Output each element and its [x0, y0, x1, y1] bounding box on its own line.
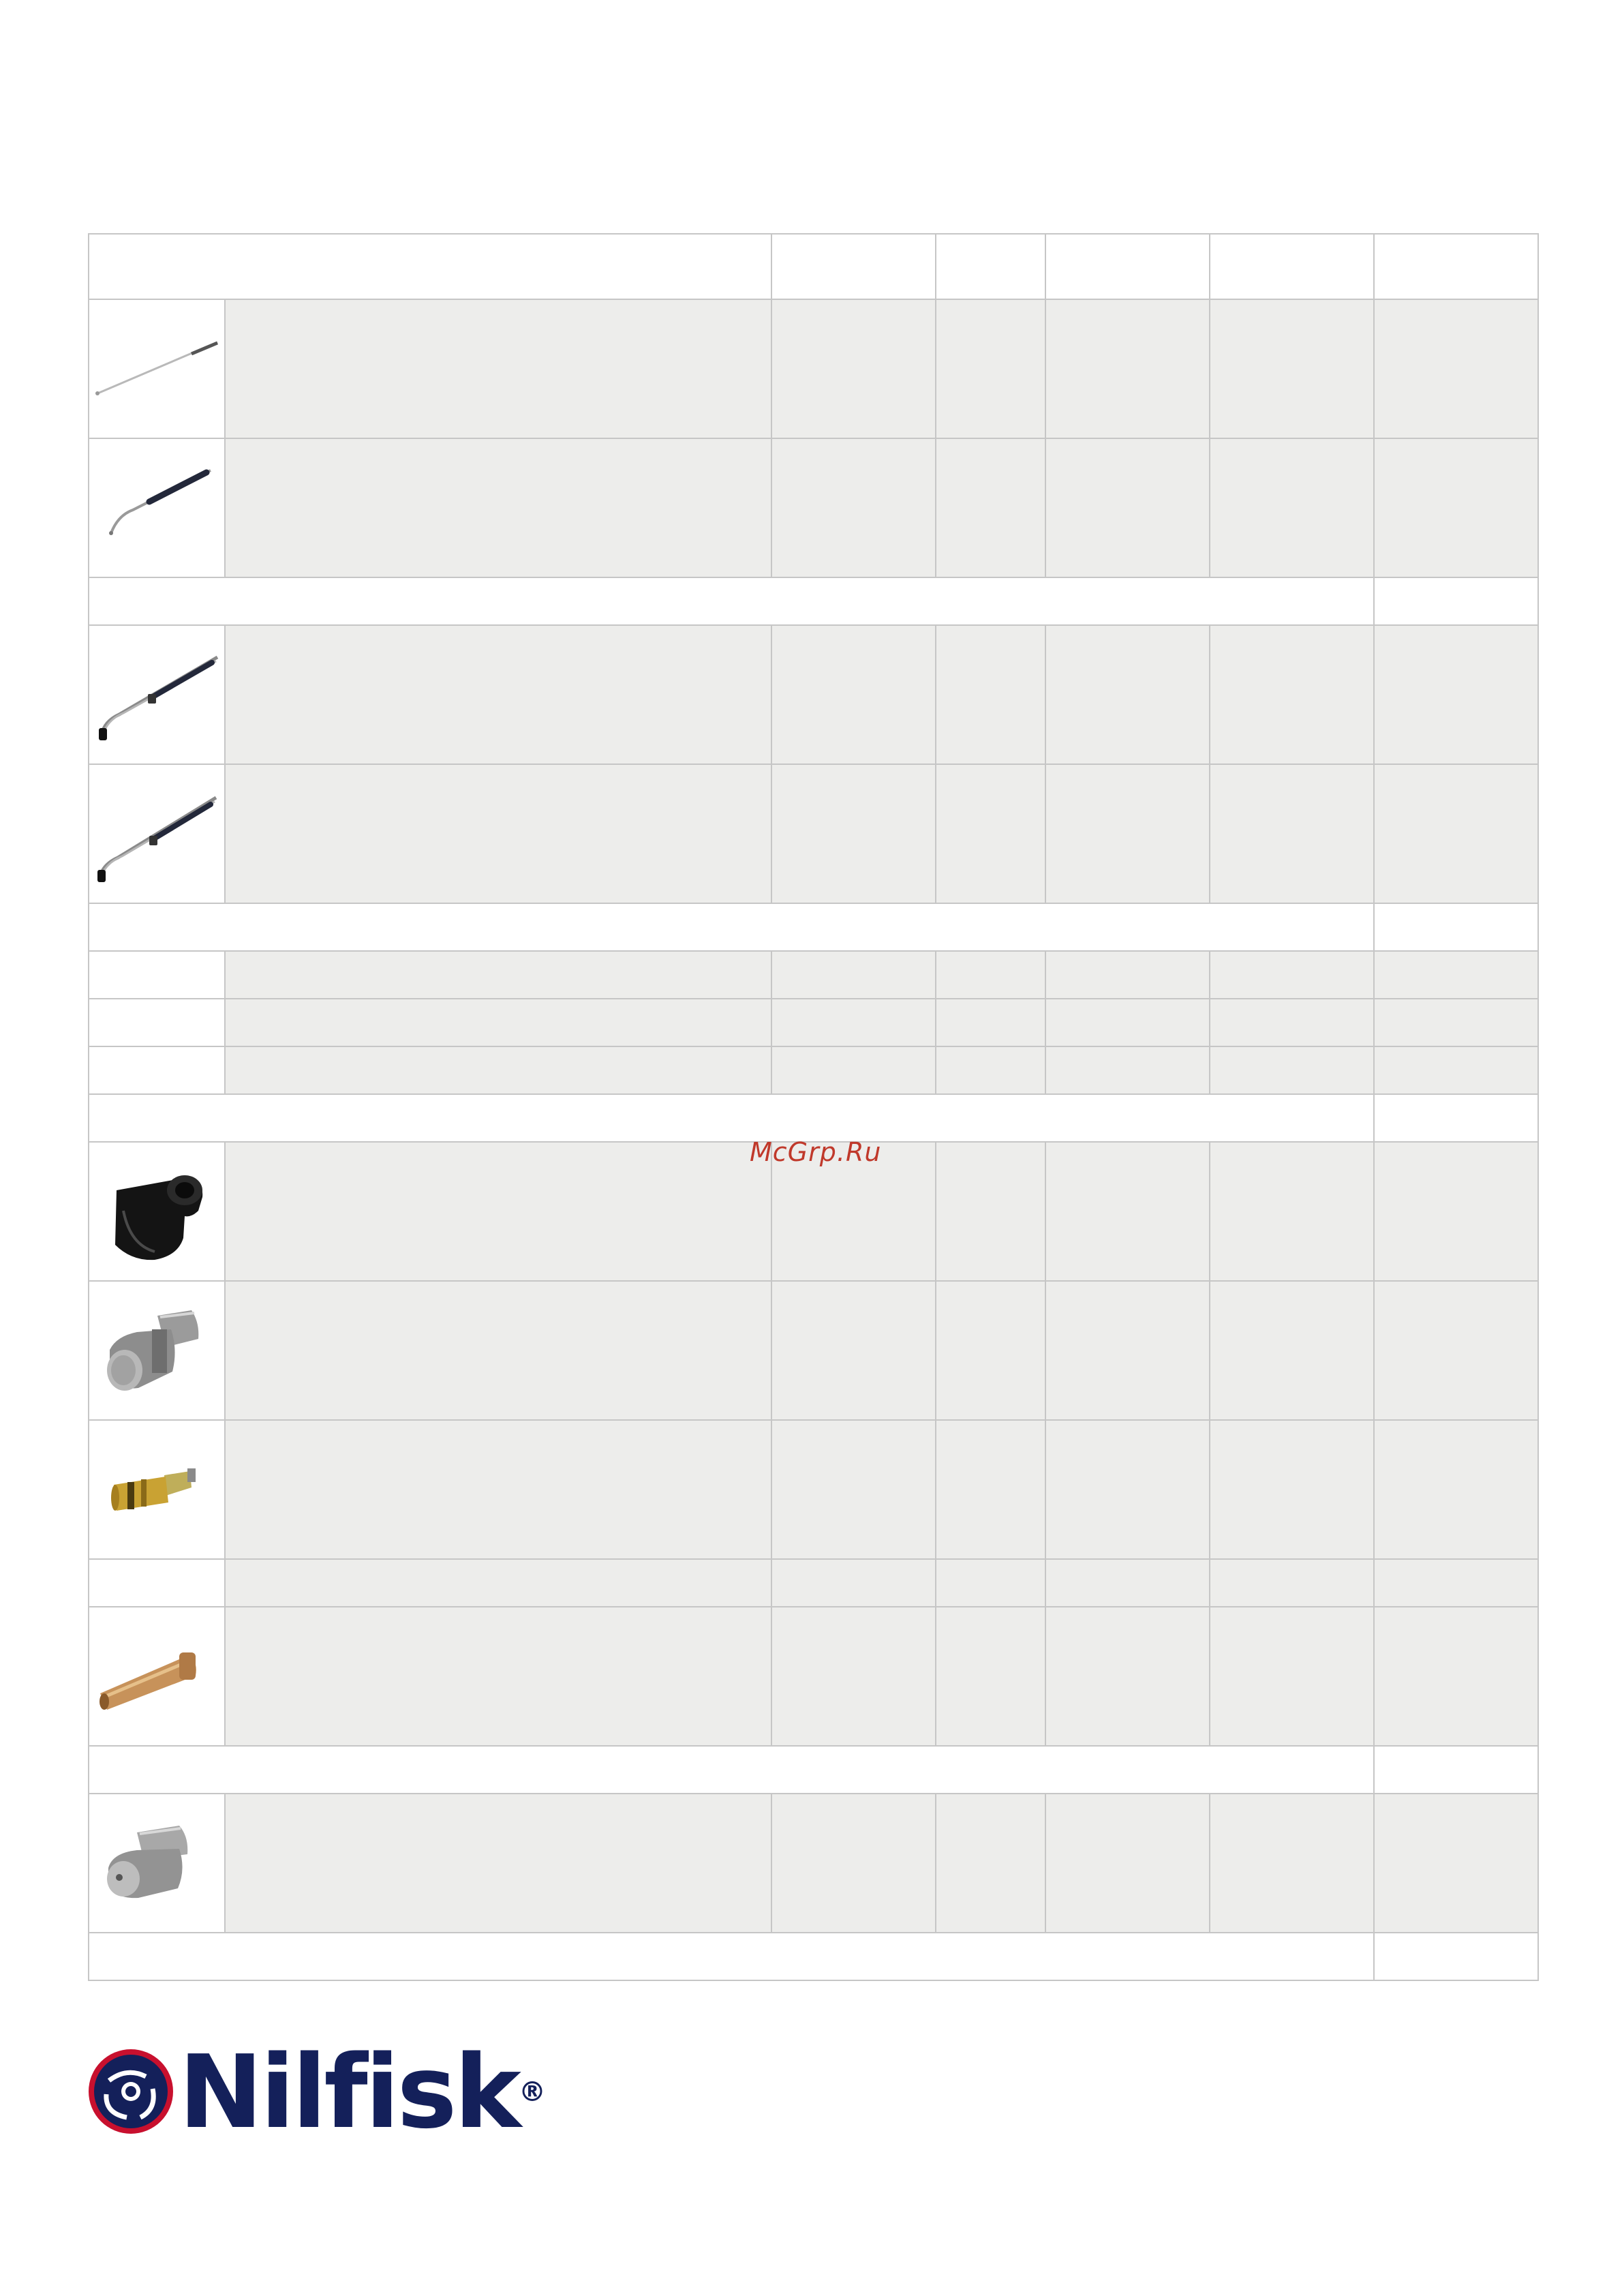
- double-lance-icon: [89, 626, 226, 765]
- data-cell: [936, 1143, 1046, 1282]
- data-cell: [936, 952, 1046, 999]
- data-cell: [1375, 1282, 1539, 1421]
- section-cell: [1375, 1933, 1539, 1981]
- straight-lance-icon: [89, 300, 226, 439]
- product-image-cell: [89, 1607, 226, 1747]
- section-row: [89, 1747, 1539, 1794]
- table-row: [89, 626, 1539, 765]
- data-cell: [1375, 1143, 1539, 1282]
- product-table: [88, 233, 1539, 1981]
- data-cell: [1046, 300, 1210, 439]
- table-header-row: [89, 235, 1539, 300]
- data-cell: [772, 1607, 936, 1747]
- data-cell: [1210, 999, 1375, 1047]
- data-cell: [1046, 952, 1210, 999]
- section-title-cell: [89, 1747, 1375, 1794]
- steel-nozzle-icon: [89, 1794, 226, 1933]
- data-cell: [772, 1560, 936, 1607]
- data-cell: [772, 765, 936, 904]
- description-cell: [226, 1282, 772, 1421]
- table-row: [89, 300, 1539, 439]
- data-cell: [772, 300, 936, 439]
- registered-mark: ®: [518, 2076, 546, 2108]
- data-cell: [1210, 1143, 1375, 1282]
- data-cell: [1046, 1421, 1210, 1560]
- product-image-cell: [89, 300, 226, 439]
- section-title-cell: [89, 578, 1375, 626]
- data-cell: [1375, 439, 1539, 578]
- header-cell: [1210, 235, 1375, 300]
- table-row: [89, 1607, 1539, 1747]
- product-image-cell: [89, 765, 226, 904]
- brand-name: Nilfisk: [179, 2034, 519, 2151]
- data-cell: [1210, 626, 1375, 765]
- product-image-cell: [89, 1282, 226, 1421]
- data-cell: [1046, 626, 1210, 765]
- data-cell: [936, 1560, 1046, 1607]
- steel-nozzle-icon: [89, 1282, 226, 1421]
- table-row: [89, 1282, 1539, 1421]
- data-cell: [772, 1282, 936, 1421]
- data-cell: [1375, 1421, 1539, 1560]
- image-cell: [89, 1560, 226, 1607]
- data-cell: [1046, 765, 1210, 904]
- section-cell: [1375, 578, 1539, 626]
- product-image-cell: [89, 1143, 226, 1282]
- header-cell: [1375, 235, 1539, 300]
- data-cell: [772, 626, 936, 765]
- description-cell: [226, 1560, 772, 1607]
- description-cell: [226, 765, 772, 904]
- data-cell: [772, 1047, 936, 1095]
- data-cell: [1210, 1282, 1375, 1421]
- data-cell: [1046, 1560, 1210, 1607]
- table-row: [89, 439, 1539, 578]
- data-cell: [1210, 1607, 1375, 1747]
- description-cell: [226, 1143, 772, 1282]
- data-cell: [1375, 952, 1539, 999]
- data-cell: [936, 1282, 1046, 1421]
- data-cell: [1375, 765, 1539, 904]
- data-cell: [1375, 1607, 1539, 1747]
- data-cell: [936, 1421, 1046, 1560]
- section-title-cell: [89, 1095, 1375, 1143]
- data-cell: [1210, 1560, 1375, 1607]
- data-cell: [772, 952, 936, 999]
- data-cell: [1046, 1794, 1210, 1933]
- section-row: [89, 578, 1539, 626]
- brass-tip-nozzle-icon: [89, 1607, 226, 1747]
- table-row: [89, 1421, 1539, 1560]
- table-row: [89, 999, 1539, 1047]
- section-cell: [1375, 1747, 1539, 1794]
- angled-lance-icon: [89, 439, 226, 578]
- data-cell: [1210, 765, 1375, 904]
- table-row: [89, 952, 1539, 999]
- table-row: [89, 765, 1539, 904]
- data-cell: [1046, 1607, 1210, 1747]
- description-cell: [226, 626, 772, 765]
- brass-nozzle-icon: [89, 1421, 226, 1560]
- header-cell: [1046, 235, 1210, 300]
- data-cell: [1210, 1794, 1375, 1933]
- nilfisk-logo-icon: [86, 2046, 176, 2136]
- description-cell: [226, 300, 772, 439]
- section-title-cell: [89, 904, 1375, 952]
- section-cell: [1375, 1095, 1539, 1143]
- product-image-cell: [89, 626, 226, 765]
- data-cell: [936, 439, 1046, 578]
- data-cell: [936, 1794, 1046, 1933]
- data-cell: [1046, 999, 1210, 1047]
- data-cell: [936, 1047, 1046, 1095]
- description-cell: [226, 1607, 772, 1747]
- data-cell: [936, 300, 1046, 439]
- image-cell: [89, 999, 226, 1047]
- black-nozzle-cap-icon: [89, 1143, 226, 1282]
- data-cell: [1375, 999, 1539, 1047]
- header-cell: [936, 235, 1046, 300]
- image-cell: [89, 952, 226, 999]
- description-cell: [226, 1421, 772, 1560]
- data-cell: [936, 1607, 1046, 1747]
- data-cell: [1210, 1047, 1375, 1095]
- brand-logo-text: [179, 2034, 546, 2151]
- data-cell: [1375, 300, 1539, 439]
- image-cell: [89, 1047, 226, 1095]
- header-cell-description: [89, 235, 772, 300]
- double-lance-icon: [89, 765, 226, 904]
- description-cell: [226, 999, 772, 1047]
- product-image-cell: [89, 1794, 226, 1933]
- description-cell: [226, 952, 772, 999]
- data-cell: [772, 999, 936, 1047]
- section-title-cell: [89, 1933, 1375, 1981]
- product-image-cell: [89, 1421, 226, 1560]
- header-cell: [772, 235, 936, 300]
- data-cell: [1210, 439, 1375, 578]
- watermark-text: McGrp.Ru: [750, 1137, 882, 1167]
- description-cell: [226, 439, 772, 578]
- section-row: [89, 904, 1539, 952]
- data-cell: [1210, 300, 1375, 439]
- table-row: [89, 1047, 1539, 1095]
- description-cell: [226, 1047, 772, 1095]
- data-cell: [1046, 439, 1210, 578]
- data-cell: [1375, 626, 1539, 765]
- data-cell: [1210, 1421, 1375, 1560]
- data-cell: [1046, 1047, 1210, 1095]
- data-cell: [1046, 1143, 1210, 1282]
- data-cell: [1375, 1560, 1539, 1607]
- data-cell: [1210, 952, 1375, 999]
- section-row: [89, 1933, 1539, 1981]
- table-row: [89, 1560, 1539, 1607]
- data-cell: [1046, 1282, 1210, 1421]
- data-cell: [1375, 1047, 1539, 1095]
- section-row: [89, 1095, 1539, 1143]
- data-cell: [772, 439, 936, 578]
- description-cell: [226, 1794, 772, 1933]
- data-cell: [936, 765, 1046, 904]
- data-cell: [936, 626, 1046, 765]
- table-row: [89, 1794, 1539, 1933]
- data-cell: [936, 999, 1046, 1047]
- section-cell: [1375, 904, 1539, 952]
- data-cell: [772, 1421, 936, 1560]
- product-image-cell: [89, 439, 226, 578]
- data-cell: [1375, 1794, 1539, 1933]
- data-cell: [772, 1794, 936, 1933]
